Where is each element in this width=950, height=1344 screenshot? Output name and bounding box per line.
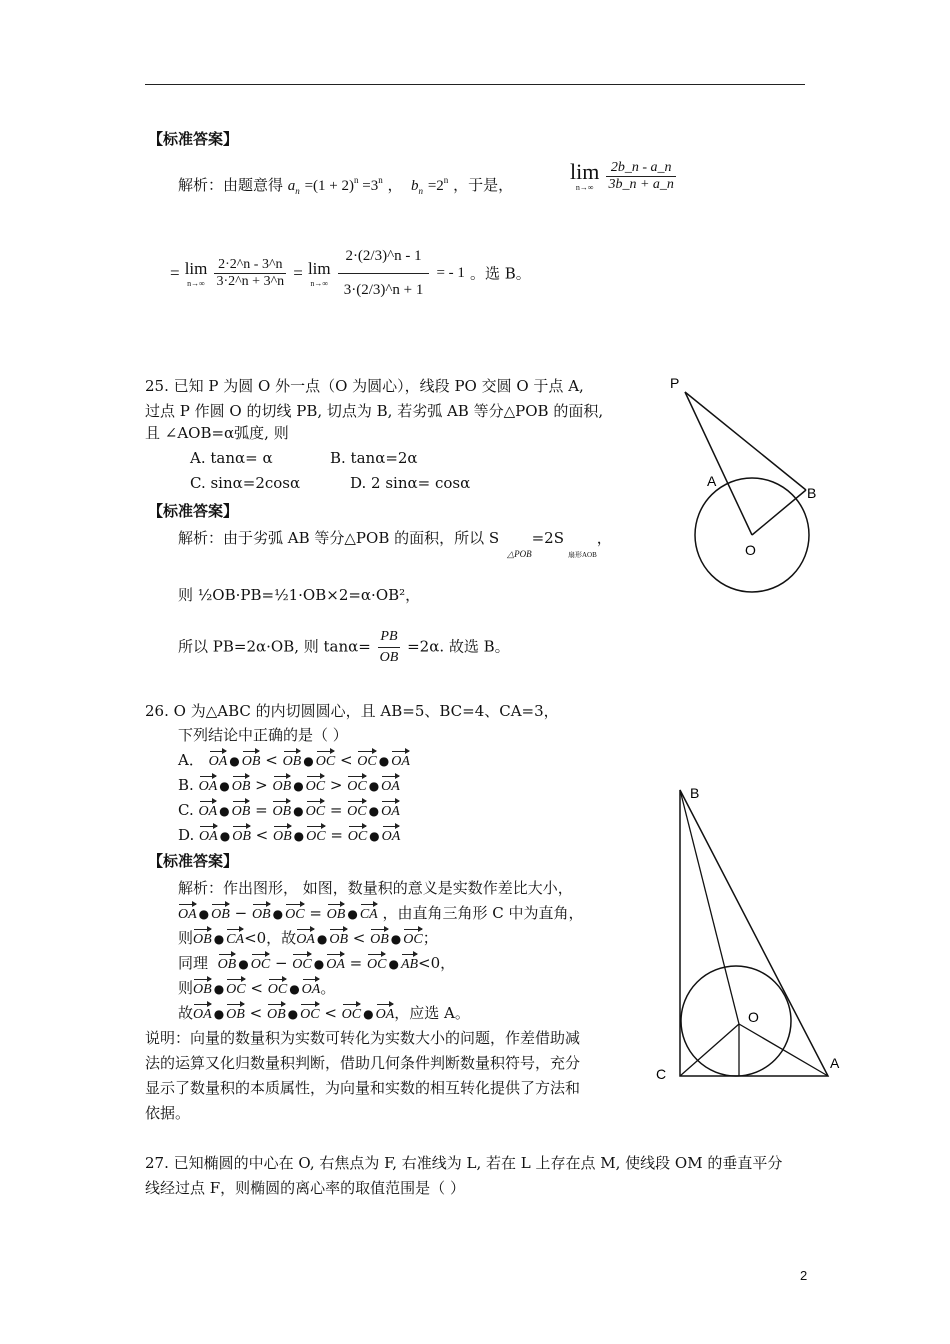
q25-line3: 且 ∠AOB=α弧度, 则 xyxy=(145,424,289,442)
q25-label-b: B xyxy=(807,485,817,501)
q25-line-po xyxy=(685,392,752,535)
q26-note-line1: 说明：向量的数量积为实数可转化为实数大小的问题，作差借助减 xyxy=(145,1029,581,1047)
q25-line2: 过点 P 作圆 O 的切线 PB, 切点为 B, 若劣弧 AB 等分△POB 的面积, xyxy=(145,402,604,420)
q26-line-ob xyxy=(680,790,739,1024)
q24-limit-expr xyxy=(570,160,678,193)
q25-option-a: A. tanα= α xyxy=(190,449,273,467)
q25-option-b: B. tanα=2α xyxy=(330,449,418,467)
q26-option-a: A． OA ● OB < OB ● OC < OC ● OA xyxy=(178,750,410,772)
header-rule xyxy=(145,84,805,85)
q25-line1: 已知 P 为圆 O 外一点（O 为圆心），线段 PO 交圆 O 于点 A, xyxy=(173,377,584,395)
q24-frac2: $\frac{2\cdot 2\^{}n - 3\^{}n}{3\cdot 2\^{}n + 3\^{}n}$ xyxy=(216,257,285,289)
q26-solution-line2: OA ● OB − OB ● OC = OB ● CA ，由直角三角形 C 中为直角， xyxy=(178,903,584,925)
q24-an-expr: $a_n$ xyxy=(287,178,300,196)
q26-option-d: D. OA ● OB < OB ● OC = OC ● OA xyxy=(178,825,400,847)
answer-heading-25: 【标准答案】 xyxy=(148,502,239,520)
q25-label-p: P xyxy=(670,375,680,391)
q25-solution-line1: 解析：由于劣弧 AB 等分△POB 的面积，所以 $S_{\triangle POB}=2S_{扇形AOB}$， xyxy=(178,529,612,559)
q25-line-ob xyxy=(752,490,806,535)
q25-label-a: A xyxy=(707,473,717,489)
q26-note-line2: 法的运算又化归数量积判断，借助几何条件判断数量积符号，充分 xyxy=(145,1054,581,1072)
q26-solution-line4: 同理 OB ● OC − OC ● OA = OC ● AB<0， xyxy=(178,953,455,975)
q26-solution-line3: 则OB ● CA<0，故OA ● OB < OB ● OC； xyxy=(178,928,438,950)
q25-line-pb xyxy=(685,392,806,490)
q26-number: 26. xyxy=(145,702,169,720)
q24-frac1: $\frac{2b\_n - a\_n}{3b\_n + a\_n}$ xyxy=(608,160,674,192)
q25-label-o: O xyxy=(745,542,756,558)
q24-bn-expr: $b_n$ xyxy=(407,178,424,196)
q26-note-line3: 显示了数量积的本质属性，为向量和实数的相互转化提供了方法和 xyxy=(145,1079,581,1097)
q27-number: 27. xyxy=(145,1154,169,1172)
q26-option-b: B. OA ● OB > OB ● OC > OC ● OA xyxy=(178,775,400,797)
q26-label-b: B xyxy=(690,785,700,801)
q26-option-c: C. OA ● OB = OB ● OC = OC ● OA xyxy=(178,800,400,822)
q24-solution-line1: 解析：由题意得 $a_n =(1 + 2)^n =3^n$ ， $b_n =2^n$ ，于是， xyxy=(178,175,514,196)
q26-figure xyxy=(650,778,850,1088)
q24-frac3: $\frac{2\cdot(2/3)\^{}n - 1}{3\cdot(2/3)\^{}n + 1}$ xyxy=(338,240,430,307)
q27-line2: 线经过点 F，则椭圆的离心率的取值范围是（ ） xyxy=(145,1179,465,1197)
q25-solution-line3: 所以 PB=2α·OB, 则 tanα= $\frac{PB}{OB}$ =2α. 故选 B。 xyxy=(178,629,510,665)
q26-solution-line1: 解析：作出图形， 如图，数量积的意义是实数作差比大小， xyxy=(178,879,573,897)
q24-lim: lim xyxy=(570,159,600,184)
q25-solution-line2: 则 ½OB·PB=½1·OB×2=α·OB²， xyxy=(178,586,421,604)
answer-heading-24: 【标准答案】 xyxy=(148,130,239,148)
q24-solution-line2: = lim n→∞ $\frac{2\cdot 2\^{}n - 3\^{}n}{3\cdot 2\^{}n + 3\^{}n}$ = lim n→∞ $\frac{2\cdot(2/3)\^{}n - 1}{3\cdot(2/3)\^{}n + 1}$ = - 1 。选 B。 xyxy=(170,240,531,307)
q26-label-o: O xyxy=(748,1009,759,1025)
q26-line1: O 为△ABC 的内切圆圆心，且 AB=5、BC=4、CA=3， xyxy=(173,702,559,720)
q26-solution-line5: 则OB ● OC < OC ● OA。 xyxy=(178,978,335,1000)
q26-label-a: A xyxy=(830,1055,840,1071)
q26-label-c: C xyxy=(656,1066,667,1082)
q26-note-line4: 依据。 xyxy=(145,1104,191,1122)
q25-option-c: C. sinα=2cosα xyxy=(190,474,301,492)
q24-then: ，于是， xyxy=(453,176,514,194)
q26-line2: 下列结论中正确的是（ ） xyxy=(178,726,348,744)
q24-result: = - 1 xyxy=(436,265,465,281)
q25-option-d: D. 2 sinα= cosα xyxy=(350,474,471,492)
q26-solution-line6: 故OA ● OB < OB ● OC < OC ● OA，应选 A。 xyxy=(178,1003,470,1025)
q24-lim-sub: n→∞ xyxy=(575,183,594,192)
q26-incircle xyxy=(681,966,791,1076)
q25-figure xyxy=(660,370,840,630)
q27-line1: 已知椭圆的中心在 O, 右焦点为 F, 右准线为 L, 若在 L 上存在点 M, 使线段 OM 的垂直平分 xyxy=(173,1154,783,1172)
page-number: 2 xyxy=(800,1268,808,1283)
q24-prefix: 解析：由题意得 xyxy=(178,176,284,194)
answer-heading-26: 【标准答案】 xyxy=(148,852,239,870)
q24-conclusion: 。选 B。 xyxy=(470,264,531,283)
q25-number: 25. xyxy=(145,377,169,395)
